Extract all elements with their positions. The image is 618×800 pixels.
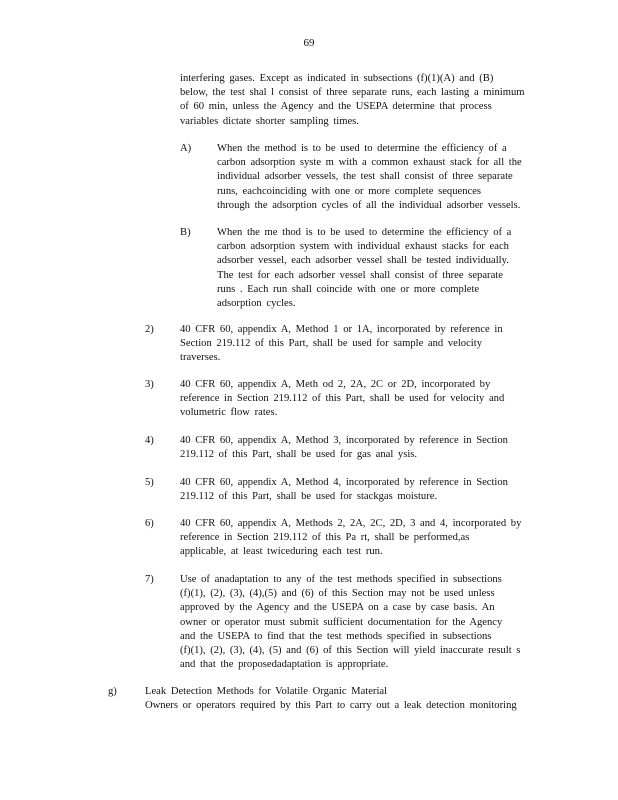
intro-paragraph xyxy=(180,72,525,129)
text-line: adsorber vessel, each adsorber vessel shall be tested individually. xyxy=(217,255,509,267)
text-line: variables dictate shorter sampling times. xyxy=(180,115,359,127)
text-line: traverses. xyxy=(180,352,221,364)
text-line: Use of anadaptation to any of the test methods specified in subsections xyxy=(180,574,502,585)
text-line: adsorption cycles. xyxy=(217,297,296,309)
sub-item-b-text xyxy=(217,226,511,311)
text-line: and the USEPA to find that the test methods specified in subsections xyxy=(180,630,492,642)
item-4-marker: 4) xyxy=(145,435,154,446)
sub-item-b-marker: B) xyxy=(180,227,191,238)
text-line: interfering gases. Except as indicated in subsections (f)(1)(A) and (B) xyxy=(180,73,494,84)
item-5-text xyxy=(180,476,508,504)
text-line: 40 CFR 60, appendix A, Methods 2, 2A, 2C, 2D, 3 and 4, incorporated by xyxy=(180,518,522,529)
item-6-text xyxy=(180,517,521,560)
item-7-marker: 7) xyxy=(145,574,154,585)
text-line: through the adsorption cycles of all the individual adsorber vessels. xyxy=(217,199,521,211)
text-line: carbon adsorption syste m with a common exhaust stack for all the xyxy=(217,157,522,169)
text-line: and that the proposedadaptation is appropriate. xyxy=(180,659,389,671)
item-6-marker: 6) xyxy=(145,518,154,529)
section-heading: Leak Detection Methods for Volatile Organic Material xyxy=(145,686,388,697)
page-number: 69 xyxy=(303,37,315,49)
item-3-marker: 3) xyxy=(145,379,154,390)
text-line: When the method is to be used to determine the efficiency of a xyxy=(217,143,507,154)
text-line: Owners or operators required by this Part to carry out a leak detection monitoring xyxy=(145,700,517,712)
text-line: below, the test shal l consist of three separate runs, each lasting a minimum xyxy=(180,87,525,99)
text-line: runs . Each run shall coincide with one or more complete xyxy=(217,283,480,295)
sub-item-a-marker: A) xyxy=(180,143,192,154)
text-line: applicable, at least twiceduring each test run. xyxy=(180,546,383,558)
text-line: (f)(1), (2), (3), (4),(5) and (6) of this Section may not be used unless xyxy=(180,588,495,600)
text-line: reference in Section 219.112 of this Part, shall be used for velocity and xyxy=(180,393,505,405)
text-line: volumetric flow rates. xyxy=(180,407,278,419)
item-2-marker: 2) xyxy=(145,324,154,335)
item-3-text xyxy=(180,378,504,421)
sub-item-a-text xyxy=(217,142,522,213)
text-line: When the me thod is to be used to determine the efficiency of a xyxy=(217,227,512,238)
text-line: 40 CFR 60, appendix A, Method 4, incorporated by reference in Section xyxy=(180,477,508,488)
text-line: 40 CFR 60, appendix A, Method 1 or 1A, incorporated by reference in xyxy=(180,324,503,335)
text-line: 40 CFR 60, appendix A, Method 3, incorporated by reference in Section xyxy=(180,435,508,446)
section-g-marker: g) xyxy=(108,686,117,697)
text-line: The test for each adsorber vessel shall consist of three separate xyxy=(217,269,503,281)
text-line: 219.112 of this Part, shall be used for gas anal ysis. xyxy=(180,449,418,461)
item-4-text xyxy=(180,434,508,462)
section-g-text xyxy=(145,685,517,713)
item-2-text xyxy=(180,323,503,366)
text-line: (f)(1), (2), (3), (4), (5) and (6) of this Section will yield inaccurate result s xyxy=(180,644,521,656)
text-line: of 60 min, unless the Agency and the USEPA determine that process xyxy=(180,101,492,113)
text-line: runs, eachcoinciding with one or more complete sequences xyxy=(217,185,482,197)
text-line: 40 CFR 60, appendix A, Meth od 2, 2A, 2C or 2D, incorporated by xyxy=(180,379,491,390)
text-line: owner or operator must submit sufficient documentation for the Agency xyxy=(180,616,503,628)
text-line: individual adsorber vessels, the test shall consist of three separate xyxy=(217,171,513,183)
item-5-marker: 5) xyxy=(145,477,154,488)
text-line: Section 219.112 of this Part, shall be used for sample and velocity xyxy=(180,338,482,350)
text-line: reference in Section 219.112 of this Pa rt, shall be performed,as xyxy=(180,532,470,544)
text-line: approved by the Agency and the USEPA on a case by case basis. An xyxy=(180,602,495,614)
text-line: carbon adsorption system with individual exhaust stacks for each xyxy=(217,241,509,253)
item-7-text xyxy=(180,573,520,672)
text-line: 219.112 of this Part, shall be used for stackgas moisture. xyxy=(180,491,438,503)
